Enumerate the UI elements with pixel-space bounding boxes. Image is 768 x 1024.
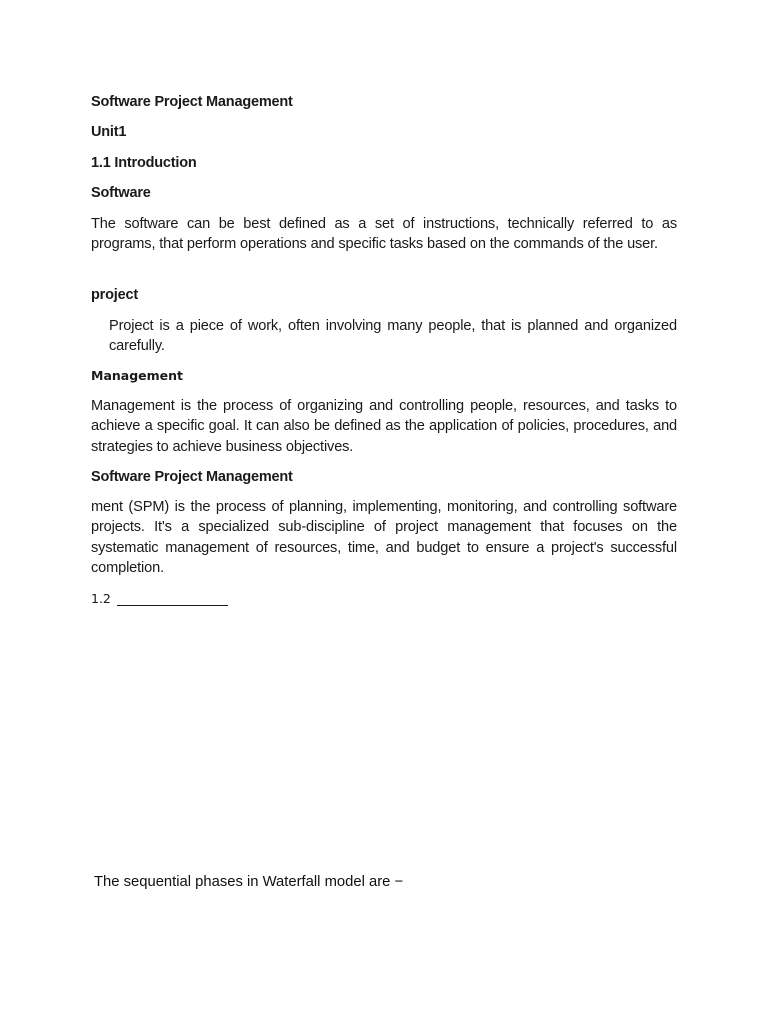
unit-heading: Unit1 [91, 124, 127, 140]
waterfall-intro-text: The sequential phases in Waterfall model are − [94, 874, 404, 890]
blank-underline [117, 605, 228, 606]
management-heading: Management [91, 368, 184, 383]
spm-heading: Software Project Management [91, 469, 293, 485]
section-number-1-2: 1.2 [91, 591, 111, 606]
software-paragraph: The software can be best defined as a set of instructions, technically referred to as programs, that perform operations and specific tasks based on the commands of the user. [91, 216, 677, 253]
management-paragraph: Management is the process of organizing and controlling people, resources, and tasks to achieve a specific goal. It can also be defined as the application of policies, procedures, and strategies to achieve business objectives. [91, 398, 677, 455]
software-heading: Software [91, 185, 151, 201]
document-title: Software Project Management [91, 94, 293, 110]
project-heading: project [91, 287, 138, 303]
spm-paragraph: ment (SPM) is the process of planning, implementing, monitoring, and controlling software projects. It's a specialized sub-discipline of project management that focuses on the systematic management of resources, time, and budget to ensure a project's successful completion. [91, 499, 677, 577]
project-paragraph: Project is a piece of work, often involving many people, that is planned and organized carefully. [109, 318, 677, 355]
section-heading: 1.1 Introduction [91, 155, 197, 171]
